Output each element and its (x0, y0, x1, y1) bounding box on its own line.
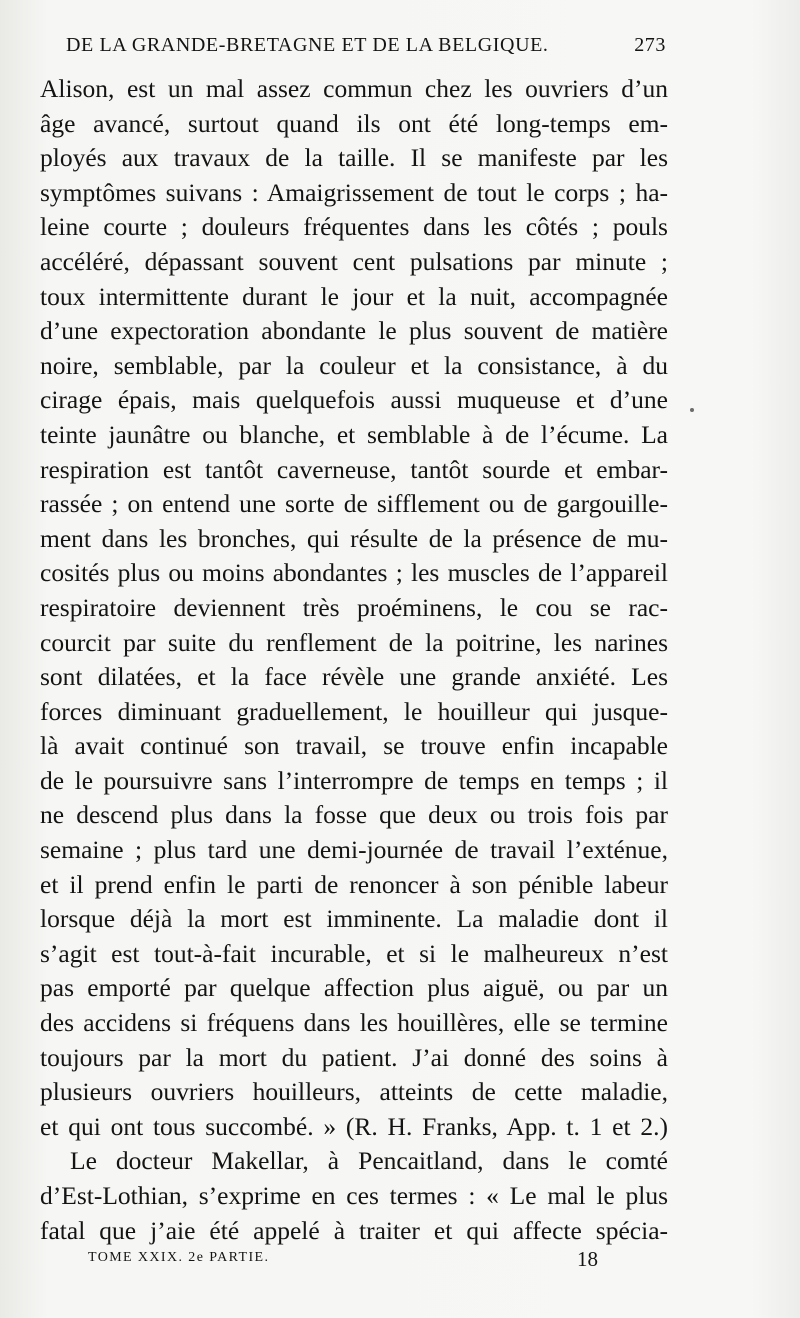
text-line: pas emporté par quelque affection plus aiguë, ou par un (40, 973, 668, 1003)
text-line: lorsque déjà la mort est imminente. La maladie dont il (40, 904, 668, 934)
text-line: semaine ; plus tard une demi-journée de travail l’exténue, (40, 835, 668, 865)
text-line: s’agit est tout-à-fait incurable, et si le malheureux n’est (40, 938, 668, 968)
text-line: rassée ; on entend une sorte de sifflement ou de gargouille- (40, 489, 668, 519)
text-line: courcit par suite du renflement de la poitrine, les narines (40, 627, 668, 657)
text-line: leine courte ; douleurs fréquentes dans les côtés ; pouls (40, 212, 668, 242)
text-line: toux intermittente durant le jour et la nuit, accompagnée (40, 281, 668, 311)
ink-speck (690, 408, 694, 412)
text-line: cosités plus ou moins abondantes ; les muscles de l’appareil (40, 558, 668, 588)
text-line: ne descend plus dans la fosse que deux ou trois fois par (40, 800, 668, 830)
body-text (40, 72, 668, 1248)
text-line: Alison, est un mal assez commun chez les ouvriers d’un (40, 74, 668, 103)
text-line: des accidens si fréquens dans les houillères, elle se termine (40, 1008, 668, 1038)
text-line: là avait continué son travail, se trouve enfin incapable (40, 731, 668, 761)
text-line: ment dans les bronches, qui résulte de la présence de mu- (40, 523, 668, 553)
text-line: plusieurs ouvriers houilleurs, atteints de cette maladie, (40, 1077, 668, 1107)
text-line: teinte jaunâtre ou blanche, et semblable à de l’écume. La (40, 419, 668, 449)
text-line: âge avancé, surtout quand ils ont été long-temps em- (40, 108, 668, 138)
text-line: sont dilatées, et la face révèle une grande anxiété. Les (40, 662, 668, 692)
signature-number: 18 (577, 1247, 598, 1271)
text-line: cirage épais, mais quelquefois aussi muqueuse et d’une (40, 385, 668, 415)
text-line: toujours par la mort du patient. J’ai donné des soins à (40, 1042, 668, 1072)
text-line: forces diminuant graduellement, le houilleur qui jusque- (40, 696, 668, 726)
printer-signature: TOME XXIX. 2e PARTIE. (88, 1250, 270, 1265)
text-line: de le poursuivre sans l’interrompre de temps en temps ; il (40, 765, 668, 795)
text-line: symptômes suivans : Amaigrissement de tout le corps ; ha- (40, 177, 668, 207)
text-line: et il prend enfin le parti de renoncer à son pénible labeur (40, 869, 668, 899)
text-line: Le docteur Makellar, à Pencaitland, dans le comté (70, 1146, 668, 1176)
text-line: accéléré, dépassant souvent cent pulsations par minute ; (40, 246, 668, 276)
text-line: d’une expectoration abondante le plus souvent de matière (40, 316, 668, 346)
text-line: d’Est-Lothian, s’exprime en ces termes : « Le mal le plus (40, 1181, 668, 1210)
text-line: noire, semblable, par la couleur et la consistance, à du (40, 350, 668, 380)
page-footer (88, 1247, 598, 1274)
running-header (66, 34, 666, 62)
text-line: fatal que j’aie été appelé à traiter et qui affecte spécia- (40, 1215, 668, 1245)
text-line: respiratoire deviennent très proéminens, le cou se rac- (40, 592, 668, 622)
running-title: DE LA GRANDE-BRETAGNE ET DE LA BELGIQUE. (66, 34, 549, 56)
text-line: respiration est tantôt caverneuse, tantôt sourde et embar- (40, 454, 668, 484)
text-line: et qui ont tous succombé. » (R. H. Franks, App. t. 1 et 2.) (40, 1111, 668, 1141)
text-line: ployés aux travaux de la taille. Il se manifeste par les (40, 143, 668, 173)
page-number: 273 (634, 34, 666, 56)
